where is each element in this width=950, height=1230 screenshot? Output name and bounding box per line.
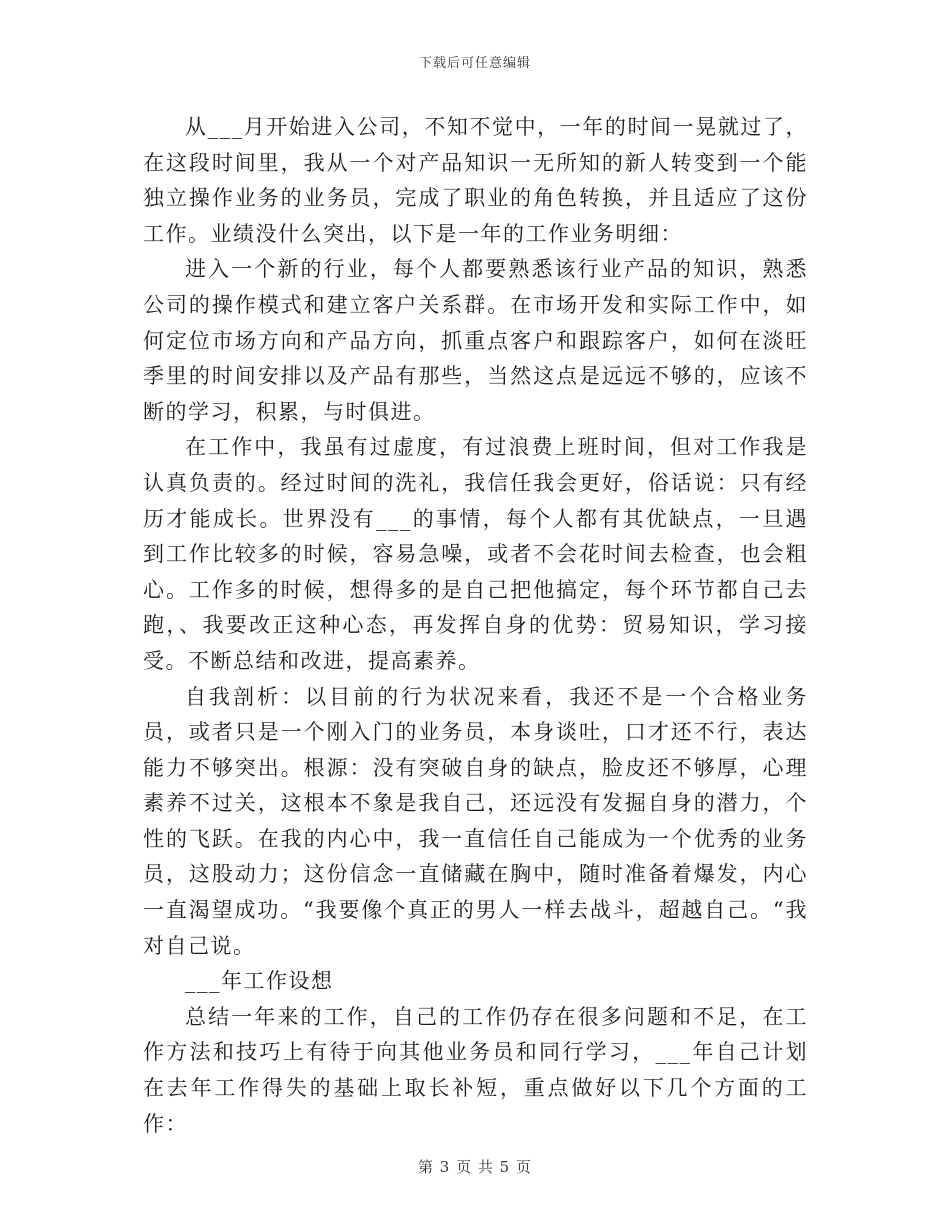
page-header: 下载后可任意编辑 xyxy=(418,56,531,71)
paragraph-self-analysis: 自我剖析：以目前的行为状况来看，我还不是一个合格业务员，或者只是一个刚入门的业务员，本身谈吐，口才还不行，表达能力不够突出。根源：没有突破自身的缺点，脸皮还不够厚，心理素养不过关，这根本不象是我自己，还远没有发掘自身的潜力，个性的飞跃。在我的内心中，我一直信任自己能成为一个优秀的业务员，这股动力；这份信念一直储藏在胸中，随时准备着爆发，内心一直渴望成功。“我要像个真正的男人一样去战斗，超越自己。“我对自己说。 xyxy=(143,684,808,958)
paragraph-work-attitude: 在工作中，我虽有过虚度，有过浪费上班时间，但对工作我是认真负责的。经过时间的洗礼，我信任我会更好，俗话说：只有经历才能成长。世界没有___的事情，每个人都有其优缺点，一旦遇到工作比较多的时候，容易急噪，或者不会花时间去检查，也会粗心。工作多的时候，想得多的是自己把他搞定，每个环节都自己去跑，、我要改正这种心态，再发挥自身的优势：贸易知识，学习接受。不断总结和改进，提高素养。 xyxy=(143,435,808,673)
paragraph-industry: 进入一个新的行业，每个人都要熟悉该行业产品的知识，熟悉公司的操作模式和建立客户关系群。在市场开发和实际工作中，如何定位市场方向和产品方向，抓重点客户和跟踪客户，如何在淡旺季里的时间安排以及产品有那些，当然这点是远远不够的，应该不断的学习，积累，与时俱进。 xyxy=(143,257,808,424)
section-heading-plan: ___年工作设想 xyxy=(185,969,334,994)
document-body xyxy=(143,110,808,1142)
paragraph-intro: 从___月开始进入公司，不知不觉中，一年的时间一晃就过了，在这段时间里，我从一个对产品知识一无所知的新人转变到一个能独立操作业务的业务员，完成了职业的角色转换，并且适应了这份工作。业绩没什么突出，以下是一年的工作业务明细： xyxy=(143,115,808,246)
page-number: 第 3 页 共 5 页 xyxy=(418,1158,532,1176)
paragraph-summary: 总结一年来的工作，自己的工作仍存在很多问题和不足，在工作方法和技巧上有待于向其他业务员和同行学习，___年自己计划在去年工作得失的基础上取长补短，重点做好以下几个方面的工作： xyxy=(143,1004,808,1136)
